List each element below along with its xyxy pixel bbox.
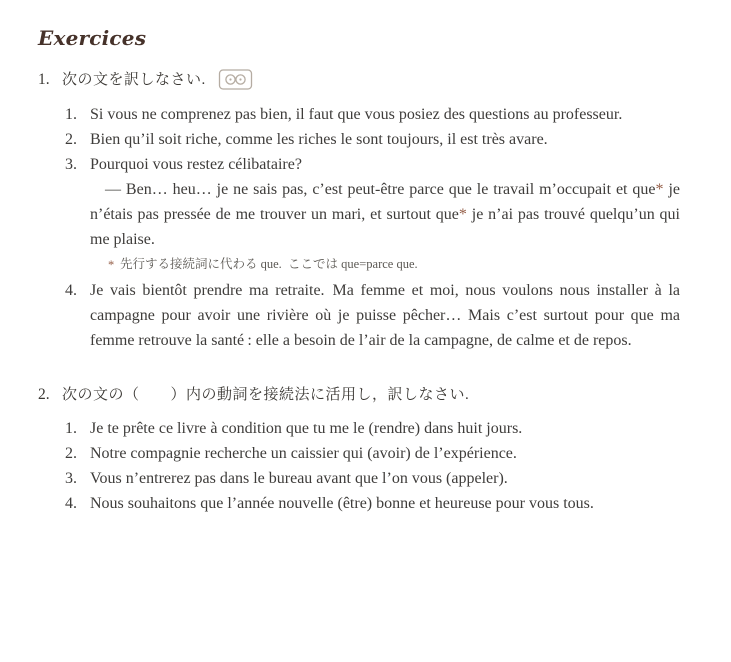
list-item bbox=[65, 127, 680, 152]
item-number: 3. bbox=[65, 470, 77, 487]
footnote-asterisk: * bbox=[108, 258, 115, 272]
item-text: Je te prête ce livre à condition que tu me le (rendre) dans huit jours. bbox=[90, 420, 523, 437]
item-number: 4. bbox=[65, 495, 77, 512]
footnote-text: 先行する接続詞に代わる que. ここでは que=parce que. bbox=[120, 257, 418, 271]
item-number: 2. bbox=[65, 445, 77, 462]
exercise-2-instruction: 次の文の（ ）内の動詞を接続法に活用し，訳しなさい. bbox=[62, 387, 470, 403]
asterisk-marker: * bbox=[458, 206, 467, 223]
list-item bbox=[65, 278, 680, 353]
item-text: Notre compagnie recherche un caissier qui (avoir) de l’expérience. bbox=[90, 445, 517, 462]
exercise-2-header bbox=[38, 385, 693, 405]
list-item bbox=[65, 416, 680, 441]
item-number: 4. bbox=[65, 282, 77, 299]
cassette-icon bbox=[218, 68, 254, 91]
asterisk-marker: * bbox=[655, 181, 664, 198]
item-text: Si vous ne comprenez pas bien, il faut que vous posiez des questions au professeur. bbox=[90, 106, 623, 123]
exercise-1-number: 1. bbox=[38, 70, 50, 88]
item-number: 2. bbox=[65, 131, 77, 148]
page-title: Exercices bbox=[38, 26, 147, 50]
item-question: Pourquoi vous restez célibataire? bbox=[90, 156, 302, 173]
list-item bbox=[65, 441, 680, 466]
item-text: Vous n’entrerez pas dans le bureau avant que l’on vous (appeler). bbox=[90, 470, 508, 487]
exercise-section-2 bbox=[38, 385, 693, 516]
list-item bbox=[65, 152, 680, 275]
exercise-1-items bbox=[65, 102, 680, 353]
item-number: 3. bbox=[65, 156, 77, 173]
footnote bbox=[108, 254, 680, 275]
dialogue-segment: je n’ai pas trouvé quelqu’un qui me plaise. bbox=[90, 206, 680, 248]
exercise-2-number: 2. bbox=[38, 386, 50, 403]
dialogue-segment: je n’étais pas pressée de me trouver un mari, et surtout que bbox=[90, 181, 681, 223]
exercise-2-items bbox=[65, 416, 680, 516]
item-text: Bien qu’il soit riche, comme les riches le sont toujours, il est très avare. bbox=[90, 131, 548, 148]
exercise-1-header bbox=[38, 68, 693, 91]
exercise-section-1 bbox=[38, 68, 693, 353]
item-number: 1. bbox=[65, 420, 77, 437]
dialogue-segment: — Ben… heu… je ne sais pas, c’est peut-être parce que le travail m’occupait et que bbox=[105, 181, 656, 198]
item-text: Je vais bientôt prendre ma retraite. Ma femme et moi, nous voulons nous installer à la campagne pour avoir une rivière où je puisse pêcher… Mais c’est surtout pour que ma femme retrouve la santé : elle a besoin de l’air de la campagne, de calme et de repos. bbox=[90, 282, 680, 349]
list-item bbox=[65, 466, 680, 491]
item-text: Nous souhaitons que l’année nouvelle (être) bonne et heureuse pour vous tous. bbox=[90, 495, 594, 512]
exercise-1-instruction: 次の文を訳しなさい. bbox=[62, 71, 206, 88]
item-number: 1. bbox=[65, 106, 77, 123]
list-item bbox=[65, 491, 680, 516]
item-dialogue bbox=[90, 177, 680, 252]
list-item bbox=[65, 102, 680, 127]
